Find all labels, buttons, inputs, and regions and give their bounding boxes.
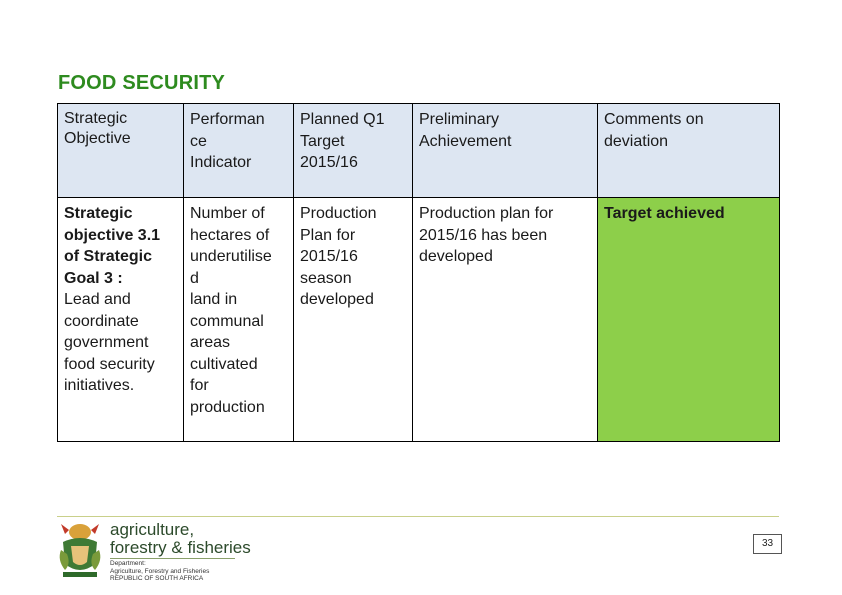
- header-performance-indicator: Performan ce Indicator: [184, 104, 294, 198]
- page-title: FOOD SECURITY: [58, 72, 226, 94]
- table-row: [58, 198, 780, 442]
- food-security-table: [57, 103, 780, 442]
- brand-line-agriculture: agriculture,: [110, 520, 195, 539]
- cell-planned-target: Production Plan for 2015/16 season developed: [294, 198, 413, 442]
- page-number: 33: [753, 534, 782, 554]
- header-strategic-objective: Strategic Objective: [58, 104, 184, 198]
- cell-comments-target-achieved: Target achieved: [598, 198, 780, 442]
- department-text: Department: Agriculture, Forestry and Fisheries REPUBLIC OF SOUTH AFRICA: [110, 560, 210, 582]
- cell-strategic-objective: Strategic objective 3.1 of Strategic Goal 3 : Lead and coordinate government food security initiatives.: [58, 198, 184, 442]
- table-header-row: [58, 104, 780, 198]
- brand-underline: [110, 558, 235, 559]
- header-preliminary-achievement: Preliminary Achievement: [413, 104, 598, 198]
- header-comments-on-deviation: Comments on deviation: [598, 104, 780, 198]
- footer-separator: [57, 516, 779, 517]
- cell-preliminary-achievement: Production plan for 2015/16 has been developed: [413, 198, 598, 442]
- cell-performance-indicator: Number of hectares of underutilise d land in communal areas cultivated for production: [184, 198, 294, 442]
- brand-line-forestry-fisheries: forestry & fisheries: [110, 538, 251, 557]
- coat-of-arms-icon: [55, 520, 105, 582]
- header-planned-target: Planned Q1 Target 2015/16: [294, 104, 413, 198]
